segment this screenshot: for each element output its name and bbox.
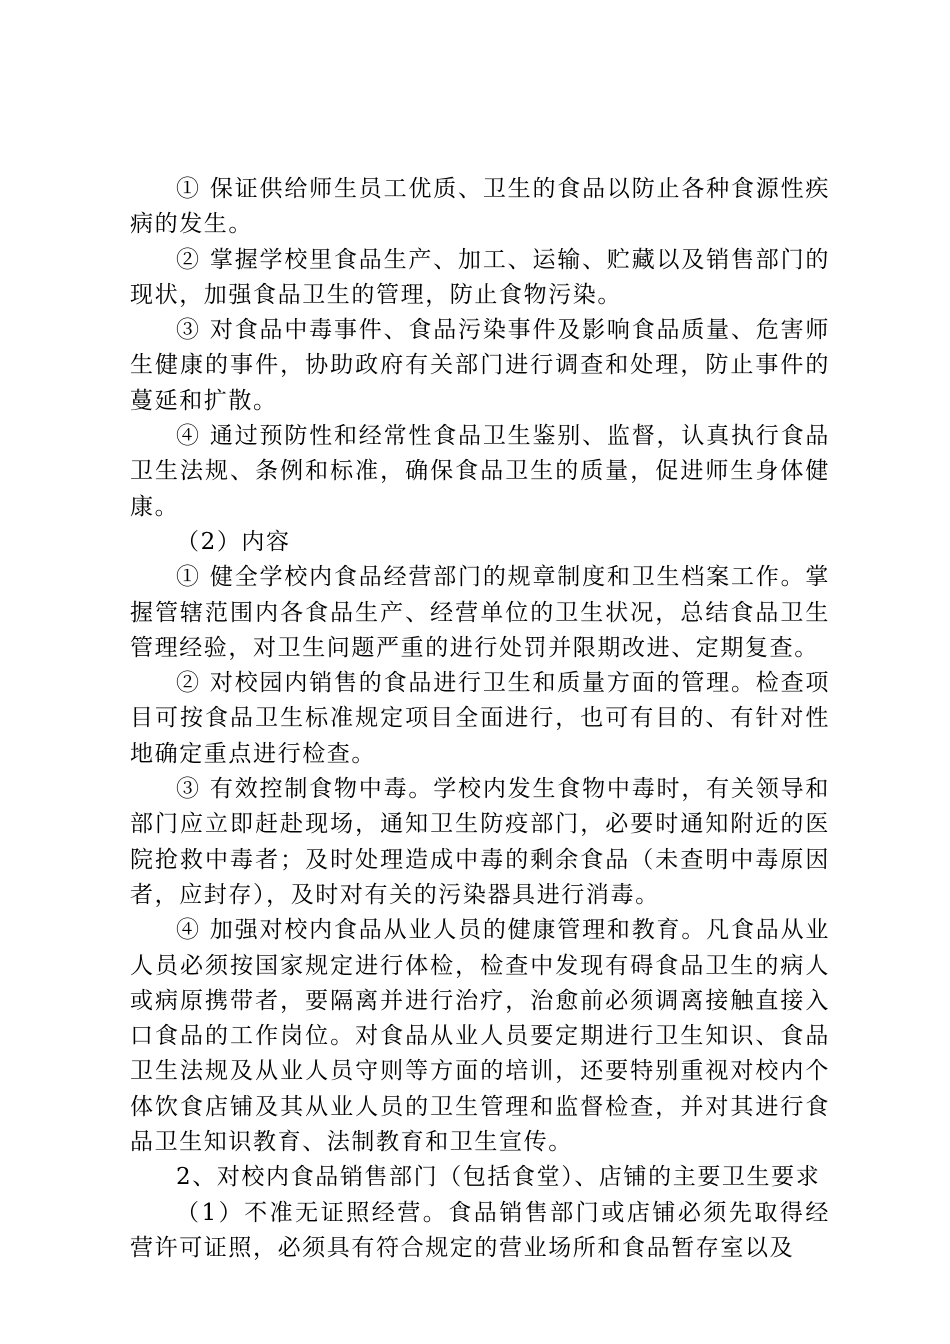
paragraph-goal-4: ④ 通过预防性和经常性食品卫生鉴别、监督，认真执行食品卫生法规、条例和标准，确保食品卫生的质量，促进师生身体健康。 [130, 423, 830, 520]
paragraph-goal-2: ② 掌握学校里食品生产、加工、运输、贮藏以及销售部门的现状，加强食品卫生的管理，防止食物污染。 [130, 246, 830, 308]
paragraph-content-1: ① 健全学校内食品经营部门的规章制度和卫生档案工作。掌握管辖范围内各食品生产、经营单位的卫生状况，总结食品卫生管理经验，对卫生问题严重的进行处罚并限期改进、定期复查。 [130, 564, 830, 661]
document-page [130, 172, 830, 1266]
section-heading-requirements: 2、对校内食品销售部门（包括食堂）、店铺的主要卫生要求 [176, 1164, 821, 1191]
section-heading-content: （2）内容 [176, 528, 291, 555]
paragraph-content-3: ③ 有效控制食物中毒。学校内发生食物中毒时，有关领导和部门应立即赶赴现场，通知卫生防疫部门，必要时通知附近的医院抢救中毒者；及时处理造成中毒的剩余食品（未查明中毒原因者，应封存），及时对有关的污染器具进行消毒。 [130, 776, 830, 908]
paragraph-goal-3: ③ 对食品中毒事件、食品污染事件及影响食品质量、危害师生健康的事件，协助政府有关部门进行调查和处理，防止事件的蔓延和扩散。 [130, 317, 830, 414]
paragraph-content-2: ② 对校园内销售的食品进行卫生和质量方面的管理。检查项目可按食品卫生标准规定项目全面进行，也可有目的、有针对性地确定重点进行检查。 [130, 670, 830, 767]
paragraph-content-4: ④ 加强对校内食品从业人员的健康管理和教育。凡食品从业人员必须按国家规定进行体检，检查中发现有碍食品卫生的病人或病原携带者，要隔离并进行治疗，治愈前必须调离接触直接入口食品的工作岗位。对食品从业人员要定期进行卫生知识、食品卫生法规及从业人员守则等方面的培训，还要特别重视对校内个体饮食店铺及其从业人员的卫生管理和监督检查，并对其进行食品卫生知识教育、法制教育和卫生宣传。 [130, 917, 830, 1156]
paragraph-requirement-1: （1）不准无证照经营。食品销售部门或店铺必须先取得经营许可证照，必须具有符合规定的营业场所和食品暂存室以及 [130, 1199, 830, 1261]
paragraph-goal-1: ① 保证供给师生员工优质、卫生的食品以防止各种食源性疾病的发生。 [130, 176, 830, 238]
